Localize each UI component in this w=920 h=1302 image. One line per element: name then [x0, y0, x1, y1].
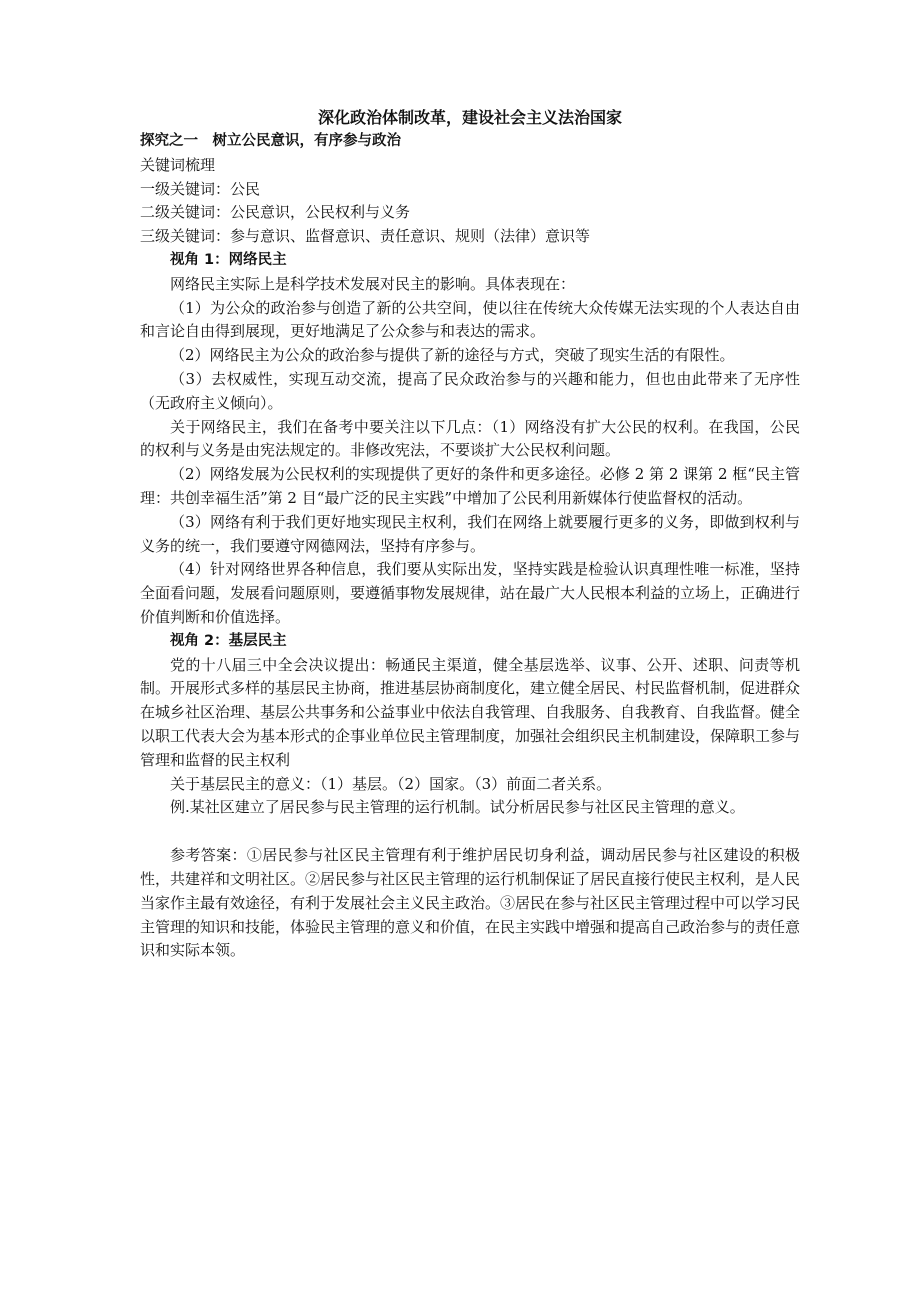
- paragraph-grassroots-significance: 关于基层民主的意义：（1）基层。（2）国家。（3）前面二者关系。: [170, 774, 612, 793]
- paragraph-network-point-1: （1）为公众的政治参与创造了新的公共空间，使以往在传统大众传媒无法实现的个人表达自由和言论自由得到展现，更好地满足了公众参与和表达的需求。: [140, 298, 800, 341]
- blank-line: [140, 820, 800, 844]
- document-title: 深化政治体制改革，建设社会主义法治国家: [317, 108, 622, 127]
- paragraph-exam-focus: 关于网络民主，我们在备考中要关注以下几点：（1）网络没有扩大公民的权利。在我国，公民的权利与义务是由宪法规定的。非修改宪法，不要谈扩大公民权利问题。: [140, 417, 800, 460]
- paragraph-network-intro: 网络民主实际上是科学技术发展对民主的影响。具体表现在：: [170, 274, 576, 293]
- paragraph-network-point-2: （2）网络民主为公众的政治参与提供了新的途径与方式，突破了现实生活的有限性。: [170, 346, 735, 365]
- paragraph-exam-focus-2: （2）网络发展为公民权利的实现提供了更好的条件和更多途径。必修 2 第 2 课第 2 框“民主管理：共创幸福生活”第 2 目“最广泛的民主实践”中增加了公民利用新媒体行使监督权的活动。: [140, 465, 800, 507]
- keyword-level-3: 三级关键词：参与意识、监督意识、责任意识、规则（法律）意识等: [140, 227, 591, 246]
- section1-heading: 探究之一 树立公民意识，有序参与政治: [140, 133, 401, 149]
- view1-heading: 视角 1：网络民主: [170, 251, 287, 268]
- keyword-level-2: 二级关键词：公民意识，公民权利与义务: [140, 203, 411, 222]
- paragraph-reference-answer: 参考答案：①居民参与社区民主管理有利于维护居民切身利益，调动居民参与社区建设的积极性，共建祥和文明社区。②居民参与社区民主管理的运行机制保证了居民直接行使民主权利，是人民当家作主最有效途径，有利于发展社会主义民主政治。③居民在参与社区民主管理过程中可以学习民主管理的知识和技能，体验民主管理的意义和价值，在民主实践中增强和提高自己政治参与的责任意识和实际本领。: [140, 846, 801, 960]
- paragraph-exam-focus-4: （4）针对网络世界各种信息，我们要从实际出发，坚持实践是检验认识真理性唯一标准，坚持全面看问题，发展看问题原则，要遵循事物发展规律，站在最广大人民根本利益的立场上，正确进行价值判断和价值选择。: [140, 560, 801, 626]
- paragraph-example-question: 例.某社区建立了居民参与民主管理的运行机制。试分析居民参与社区民主管理的意义。: [170, 798, 745, 817]
- paragraph-exam-focus-3: （3）网络有利于我们更好地实现民主权利，我们在网络上就要履行更多的义务，即做到权利与义务的统一，我们要遵守网德网法，坚持有序参与。: [140, 512, 800, 555]
- paragraph-grassroots-democracy: 党的十八届三中全会决议提出：畅通民主渠道，健全基层选举、议事、公开、述职、问责等机制。开展形式多样的基层民主协商，推进基层协商制度化，建立健全居民、村民监督机制，促进群众在城乡社区治理、基层公共事务和公益事业中依法自我管理、自我服务、自我教育、自我监督。健全以职工代表大会为基本形式的企事业单位民主管理制度，加强社会组织民主机制建设，保障职工参与管理和监督的民主权利: [140, 655, 801, 769]
- view2-heading: 视角 2：基层民主: [170, 632, 287, 649]
- paragraph-network-point-3: （3）去权威性，实现互动交流，提高了民众政治参与的兴趣和能力，但也由此带来了无序性（无政府主义倾向）。: [140, 369, 800, 412]
- keywords-label: 关键词梳理: [140, 155, 216, 174]
- keyword-level-1: 一级关键词：公民: [140, 179, 261, 198]
- document-body: [140, 106, 800, 963]
